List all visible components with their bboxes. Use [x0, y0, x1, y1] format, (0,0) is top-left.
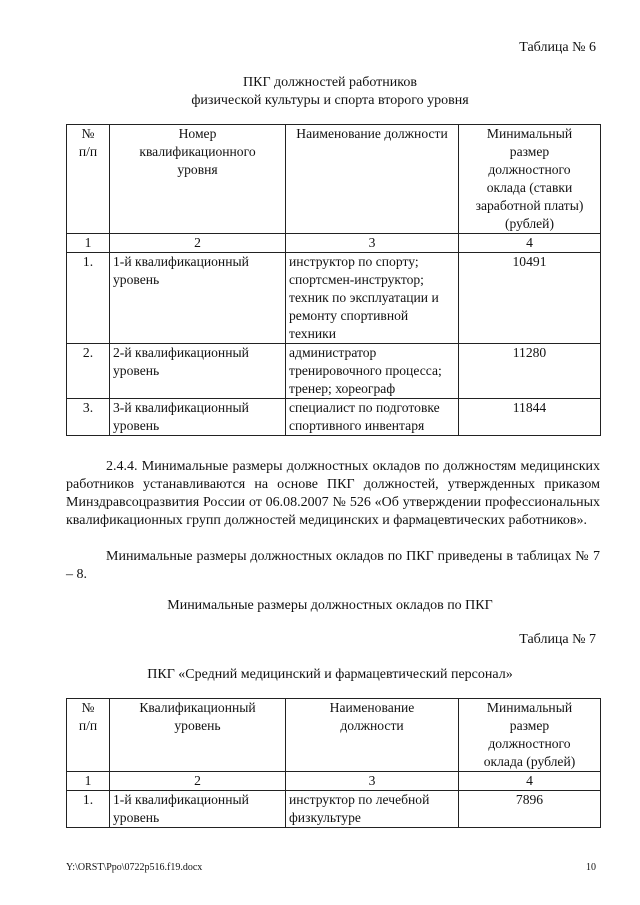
- table-row: [67, 399, 601, 436]
- section-heading: Минимальные размеры должностных окладов по ПКГ: [167, 598, 493, 613]
- row-salary: 11844: [459, 399, 601, 436]
- row-position: инструктор по лечебной физкультуре: [286, 791, 459, 828]
- table7-title: ПКГ «Средний медицинский и фармацевтический персонал»: [147, 667, 513, 682]
- table7-header-salary: Минимальный размер должностного оклада (рублей): [459, 699, 601, 772]
- table6-header-level: Номер квалификационного уровня: [110, 125, 286, 234]
- row-salary: 11280: [459, 344, 601, 399]
- table6-title-line2: физической культуры и спорта второго уровня: [191, 93, 469, 108]
- table6-header-salary: Минимальный размер должностного оклада (ставки заработной платы) (рублей): [459, 125, 601, 234]
- section-paragraph-2: Минимальные размеры должностных окладов по ПКГ приведены в таблицах № 7 – 8.: [66, 549, 600, 582]
- table7-header-position: Наименование должности: [286, 699, 459, 772]
- table6-numbering-cell: 4: [459, 234, 601, 253]
- row-position: администратор тренировочного процесса; тренер; хореограф: [286, 344, 459, 399]
- footer-page-number: 10: [586, 862, 596, 873]
- row-level: 2-й квалификационный уровень: [110, 344, 286, 399]
- row-number: 3.: [67, 399, 110, 436]
- table6-header-position: Наименование должности: [286, 125, 459, 234]
- table7-numbering-cell: 3: [286, 772, 459, 791]
- table7: [66, 698, 601, 828]
- table7-header-num: № п/п: [67, 699, 110, 772]
- table7-numbering-cell: 1: [67, 772, 110, 791]
- row-number: 2.: [67, 344, 110, 399]
- footer-file-path: Y:\ORST\Ppo\0722p516.f19.docx: [66, 862, 203, 873]
- row-level: 1-й квалификационный уровень: [110, 253, 286, 344]
- table6: [66, 124, 601, 436]
- table6-title: [60, 74, 600, 110]
- table7-header-row: [67, 699, 601, 772]
- table7-header-level: Квалификационный уровень: [110, 699, 286, 772]
- row-position: специалист по подготовке спортивного инвентаря: [286, 399, 459, 436]
- table6-numbering-cell: 2: [110, 234, 286, 253]
- table6-title-line1: ПКГ должностей работников: [243, 75, 417, 90]
- table6-numbering-row: [67, 234, 601, 253]
- row-position: инструктор по спорту; спортсмен-инструктор; техник по эксплуатации и ремонту спортивной техники: [286, 253, 459, 344]
- table6-label: Таблица № 6: [519, 40, 596, 55]
- row-salary: 7896: [459, 791, 601, 828]
- row-level: 3-й квалификационный уровень: [110, 399, 286, 436]
- table6-numbering-cell: 3: [286, 234, 459, 253]
- table7-label: Таблица № 7: [519, 632, 596, 647]
- table7-numbering-cell: 4: [459, 772, 601, 791]
- table-row: [67, 344, 601, 399]
- table6-header-num: № п/п: [67, 125, 110, 234]
- table6-header-row: [67, 125, 601, 234]
- table-row: [67, 253, 601, 344]
- table7-numbering-row: [67, 772, 601, 791]
- table-row: [67, 791, 601, 828]
- row-salary: 10491: [459, 253, 601, 344]
- table6-numbering-cell: 1: [67, 234, 110, 253]
- row-number: 1.: [67, 791, 110, 828]
- section-paragraph-1: 2.4.4. Минимальные размеры должностных окладов по должностям медицинских работников устанавливаются на основе ПКГ должностей, утвержденных приказом Минздравсоцразвития России от 06.08.2007 № 526 «Об утверждении профессиональных квалификационных групп должностей медицинских и фармацевтических работников».: [66, 459, 600, 528]
- row-number: 1.: [67, 253, 110, 344]
- row-level: 1-й квалификационный уровень: [110, 791, 286, 828]
- table7-numbering-cell: 2: [110, 772, 286, 791]
